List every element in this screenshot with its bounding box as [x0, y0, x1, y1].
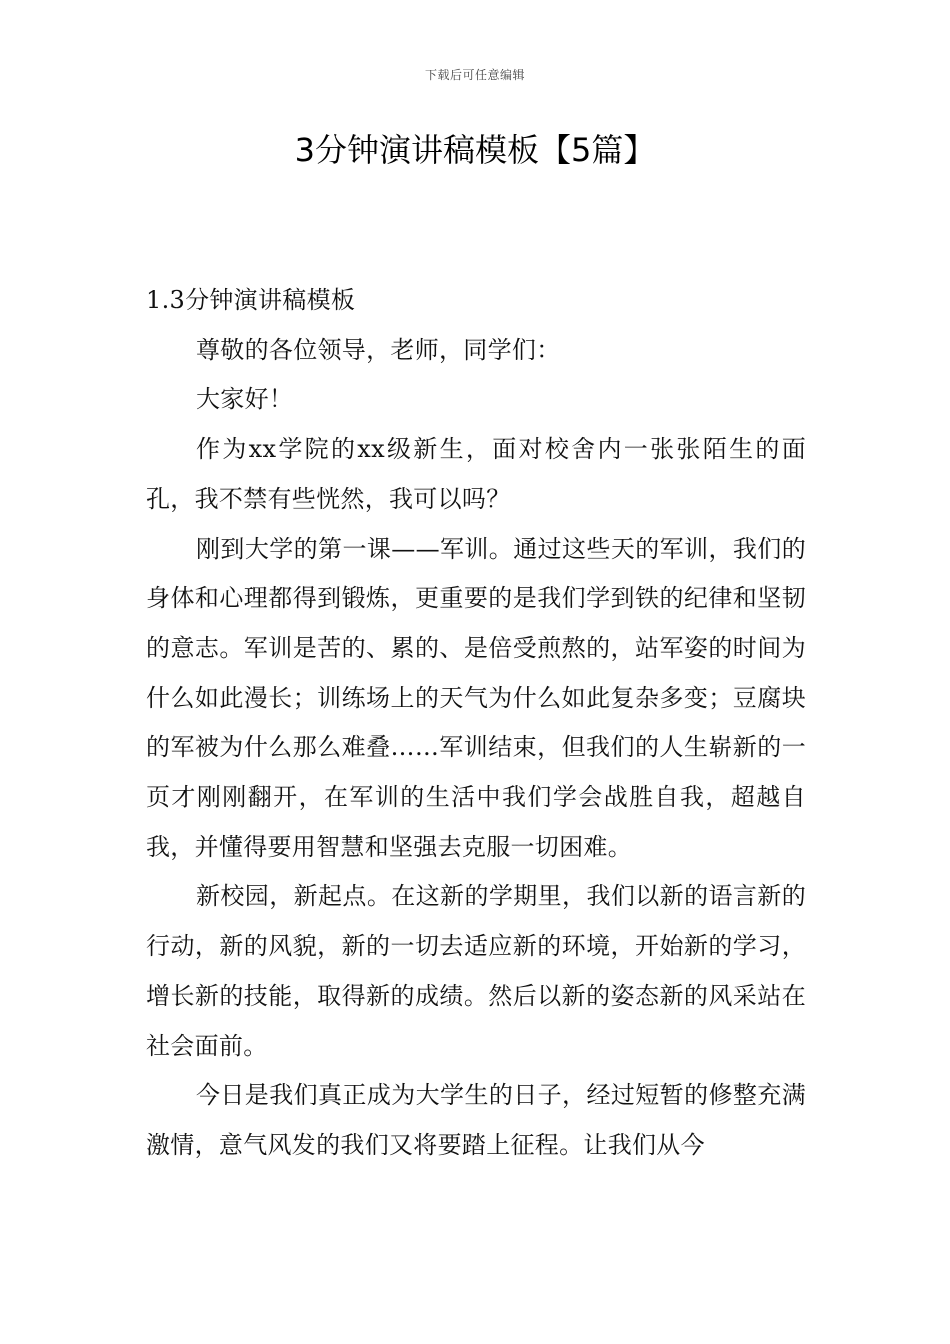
paragraph-salutation: 尊敬的各位领导，老师，同学们： — [196, 335, 561, 364]
paragraph-intro: 作为xx学院的xx级新生，面对校舍内一张张陌生的面孔，我不禁有些恍然，我可以吗？ — [146, 435, 806, 513]
paragraph-today: 今日是我们真正成为大学生的日子，经过短暂的修整充满激情，意气风发的我们又将要踏上征程。让我们从今 — [146, 1081, 806, 1159]
paragraph-new-campus: 新校园，新起点。在这新的学期里，我们以新的语言新的行动，新的风貌，新的一切去适应新的环境，开始新的学习，增长新的技能，取得新的成绩。然后以新的姿态新的风采站在社会面前。 — [146, 882, 806, 1060]
document-body — [146, 276, 806, 1171]
header-note: 下载后可任意编辑 — [424, 68, 525, 82]
section-heading: 1.3分钟演讲稿模板 — [146, 286, 356, 314]
paragraph-military-training: 刚到大学的第一课——军训。通过这些天的军训，我们的身体和心理都得到锻炼，更重要的是我们学到铁的纪律和坚韧的意志。军训是苦的、累的、是倍受煎熬的，站军姿的时间为什么如此漫长；训练场上的天气为什么如此复杂多变；豆腐块的军被为什么那么难叠……军训结束，但我们的人生崭新的一页才刚刚翻开，在军训的生活中我们学会战胜自我，超越自我，并懂得要用智慧和坚强去克服一切困难。 — [146, 534, 806, 861]
document-title: 3分钟演讲稿模板【5篇】 — [294, 131, 656, 169]
paragraph-greeting: 大家好！ — [196, 385, 294, 414]
